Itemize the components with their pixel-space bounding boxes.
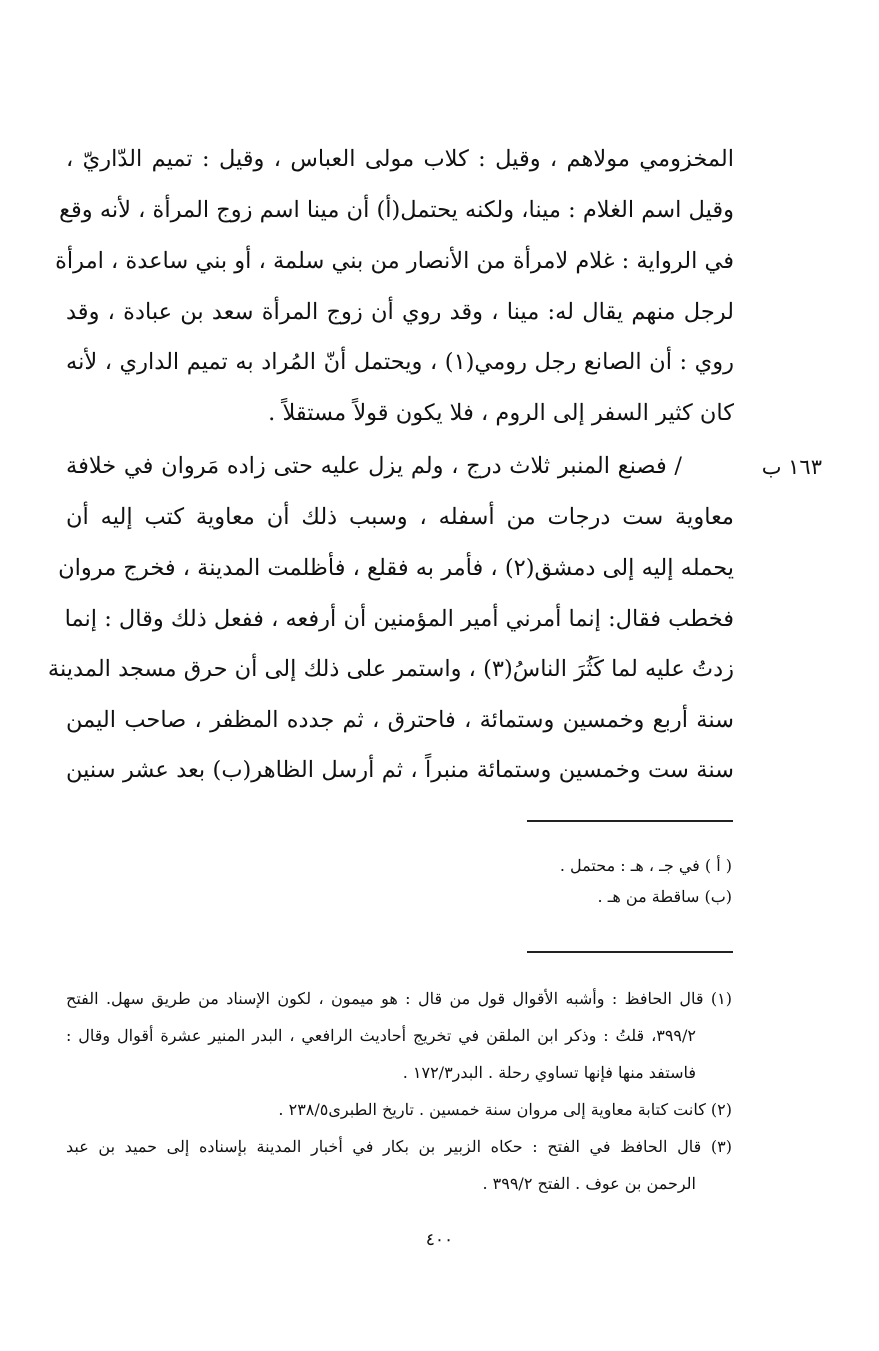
main-line: سنة أربع وخمسين وستمائة ، فاحترق ، ثم جدده المظفر ، صاحب اليمن (66, 707, 734, 733)
main-line: لرجل منهم يقال له: مينا ، وقد روي أن زوج المرأة سعد بن عبادة ، وقد (66, 299, 734, 325)
footnote-separator-variants (527, 820, 733, 822)
variant-note: ( أ ) في جـ ، هـ : محتمل . (559, 856, 732, 875)
main-paragraph-2 (47, 449, 734, 805)
main-line: المخزومي مولاهم ، وقيل : كلاب مولى العباس ، وقيل : تميم الدّاريّ ، (66, 146, 734, 172)
main-line: فخطب فقال: إنما أمرني أمير المؤمنين أن أرفعه ، ففعل ذلك وقال : إنما (64, 606, 734, 632)
footnote-line: (٢) كانت كتابة معاوية إلى مروان سنة خمسين . تاريخ الطبرى٢٣٨/٥ . (278, 1100, 732, 1119)
footnote-separator-notes (527, 951, 733, 953)
footnote-line: فاستفد منها فإنها تساوي رحلة . البدر١٧٢/٣ . (402, 1063, 696, 1082)
main-line: زدتُ عليه لما كَثُرَ الناسُ(٣) ، واستمر على ذلك إلى أن حرق مسجد المدينة (47, 656, 734, 682)
footnote-line: (١) قال الحافظ : وأشبه الأقوال قول من قال : هو ميمون ، لكون الإسناد من طريق سهل. الفتح (66, 989, 732, 1008)
main-line: معاوية ست درجات من أسفله ، وسبب ذلك أن معاوية كتب إليه أن (66, 504, 734, 530)
main-line: / فصنع المنبر ثلاث درج ، ولم يزل عليه حتى زاده مَروان في خلافة (66, 453, 682, 479)
footnote-line: الرحمن بن عوف . الفتح ٣٩٩/٢ . (482, 1174, 696, 1193)
variant-note: (ب) ساقطة من هـ . (597, 887, 732, 906)
main-paragraph-1 (55, 142, 734, 448)
main-line: وقيل اسم الغلام : مينا، ولكنه يحتمل(أ) أن مينا اسم زوج المرأة ، لأنه وقع (59, 197, 734, 223)
main-line: يحمله إليه إلى دمشق(٢) ، فأمر به فقلع ، فأظلمت المدينة ، فخرج مروان (58, 555, 734, 581)
footnote-line: ٣٩٩/٢، قلتُ : وذكر ابن الملقن في تخريج أحاديث الرافعي ، البدر المنير عشرة أقوال وقال : (66, 1026, 696, 1045)
main-line: روي : أن الصانع رجل رومي(١) ، ويحتمل أنّ المُراد به تميم الداري ، لأنه (66, 349, 734, 375)
main-line: كان كثير السفر إلى الروم ، فلا يكون قولاً مستقلاً . (268, 400, 734, 426)
page-number: ٤٠٠ (425, 1230, 454, 1250)
footnote-line: (٣) قال الحافظ في الفتح : حكاه الزبير بن بكار في أخبار المدينة بإسناده إلى حميد بن عبد (66, 1137, 733, 1156)
margin-folio-note: ١٦٣ ب (761, 455, 822, 479)
main-line: في الرواية : غلام لامرأة من الأنصار من بني سلمة ، أو بني ساعدة ، امرأة (55, 248, 734, 274)
main-line: سنة ست وخمسين وستمائة منبراً ، ثم أرسل الظاهر(ب) بعد عشر سنين (66, 757, 734, 783)
